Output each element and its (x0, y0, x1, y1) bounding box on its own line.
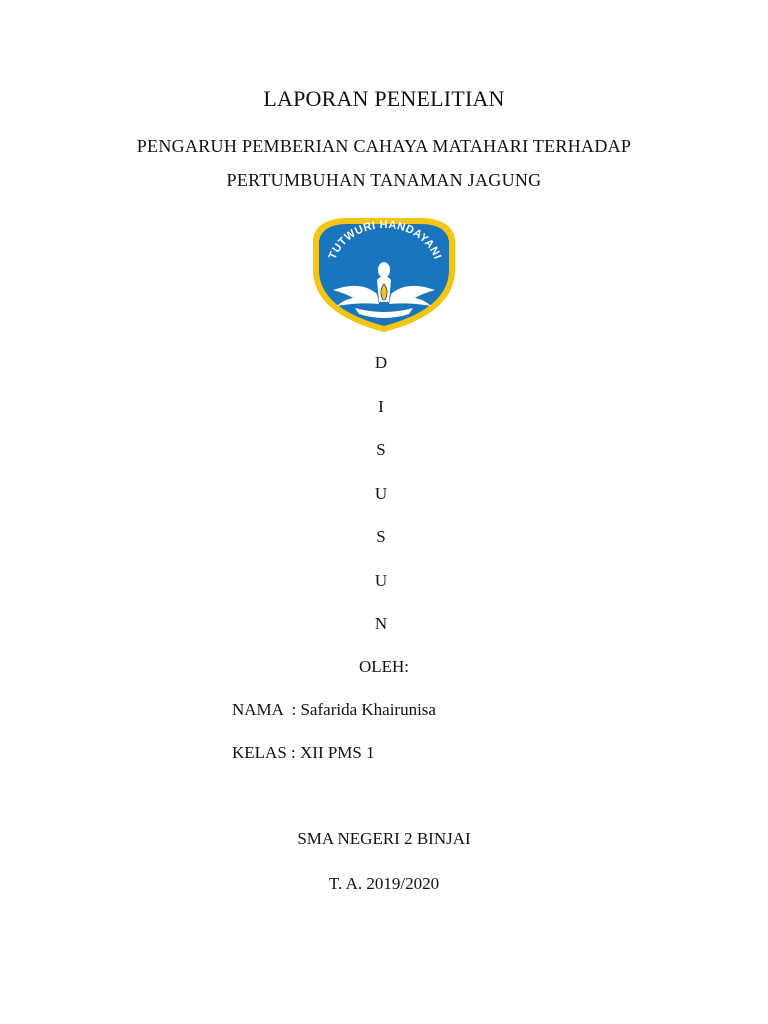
vertical-letter: U (374, 571, 388, 590)
report-title: LAPORAN PENELITIAN (263, 86, 505, 111)
logo-emblem-icon (303, 210, 465, 336)
school-name: SMA NEGERI 2 BINJAI (297, 829, 471, 848)
tut-wuri-handayani-logo (303, 210, 465, 336)
vertical-letter: N (374, 614, 388, 633)
vertical-letter: S (376, 440, 386, 459)
report-subtitle-line-2: PERTUMBUHAN TANAMAN JAGUNG (226, 170, 542, 190)
logo-motto-text: TUTWURI HANDAYANI (326, 218, 444, 262)
academic-year: T. A. 2019/2020 (328, 874, 440, 893)
vertical-letter: S (376, 527, 386, 546)
report-subtitle-line-1: PENGARUH PEMBERIAN CAHAYA MATAHARI TERHADAP (136, 136, 632, 156)
student-name: NAMA : Safarida Khairunisa (232, 700, 436, 719)
vertical-letter: D (374, 353, 388, 372)
vertical-letter: U (374, 484, 388, 503)
student-class: KELAS : XII PMS 1 (232, 743, 375, 762)
oleh-label: OLEH: (358, 657, 410, 676)
vertical-letter: I (378, 397, 384, 416)
